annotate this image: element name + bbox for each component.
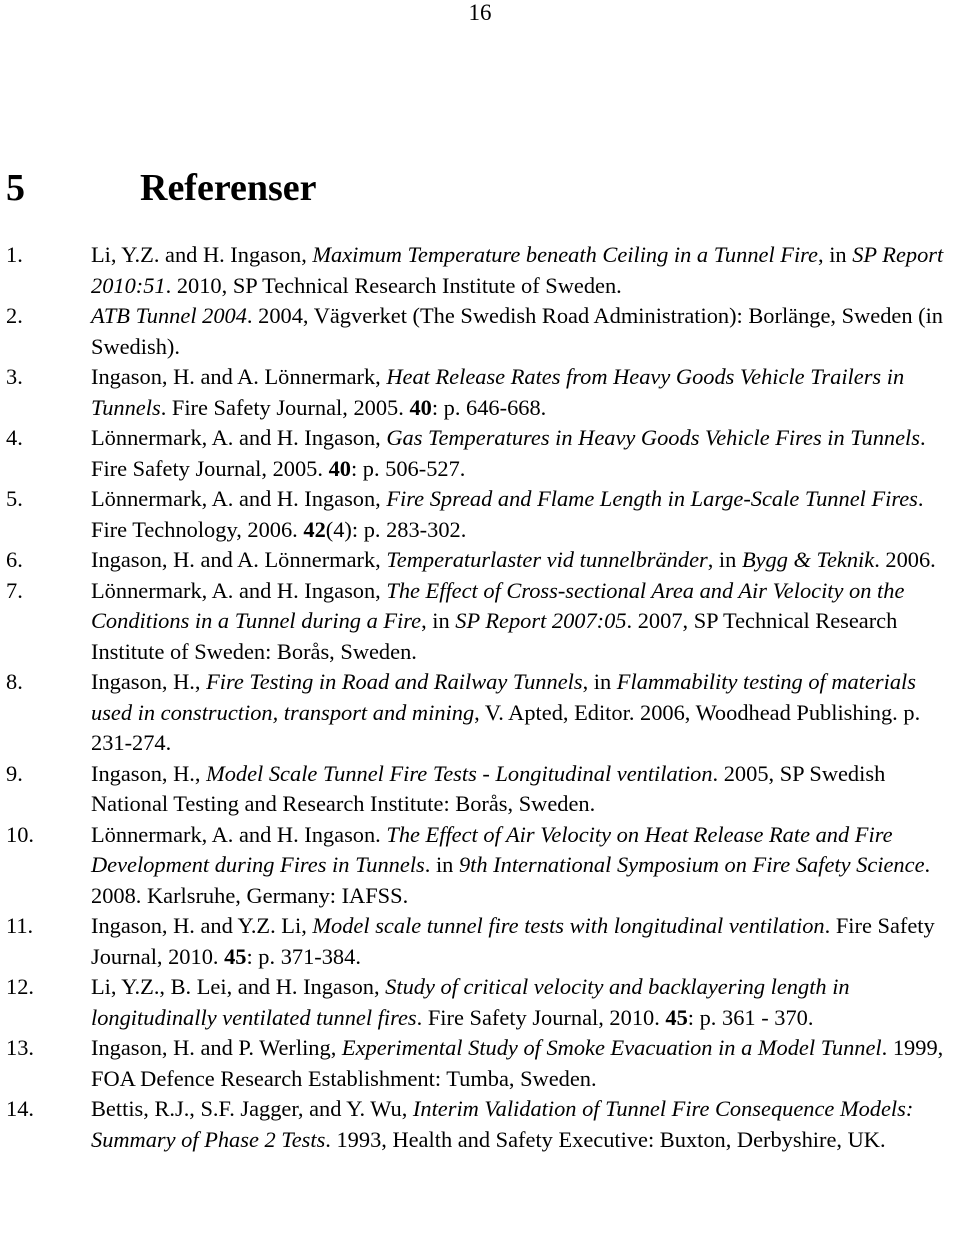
- reference-volume: 42: [303, 516, 326, 542]
- reference-text: . in: [424, 852, 459, 877]
- reference-list: [6, 240, 956, 1155]
- reference-item: [6, 576, 956, 668]
- page-number: 16: [468, 0, 492, 25]
- reference-title: Gas Temperatures in Heavy Goods Vehicle Fires in Tunnels: [386, 425, 920, 450]
- reference-item: [6, 911, 956, 972]
- reference-volume: 40: [328, 455, 351, 481]
- reference-volume: 40: [409, 394, 432, 420]
- reference-text: . 2005, SP Swedish National Testing and Research Institute: Borås, Sweden.: [91, 760, 886, 816]
- reference-item: [6, 820, 956, 912]
- reference-text: . Fire Safety Journal, 2005.: [160, 394, 410, 420]
- reference-text: Li, Y.Z. and H. Ingason,: [91, 242, 313, 267]
- reference-title: Model Scale Tunnel Fire Tests - Longitudinal ventilation: [206, 760, 713, 786]
- reference-item: [6, 972, 956, 1033]
- reference-title: Model scale tunnel fire tests with longitudinal ventilation: [312, 913, 825, 938]
- reference-text: Lönnermark, A. and H. Ingason,: [91, 577, 387, 603]
- reference-text: Lönnermark, A. and H. Ingason,: [91, 425, 387, 450]
- reference-text: Li, Y.Z., B. Lei, and H. Ingason,: [91, 974, 386, 999]
- reference-number: 2.: [6, 303, 23, 328]
- reference-number: 7.: [6, 577, 23, 603]
- reference-number: 4.: [6, 425, 23, 450]
- reference-number: 10.: [6, 821, 34, 847]
- reference-text: (4): p. 283-302.: [325, 516, 467, 542]
- reference-item: [6, 362, 956, 423]
- reference-text: Ingason, H.,: [91, 760, 207, 786]
- reference-title: ATB Tunnel 2004: [91, 303, 247, 328]
- reference-text: Ingason, H.,: [91, 669, 207, 694]
- reference-item: [6, 301, 956, 362]
- reference-title: Bygg & Teknik: [741, 547, 875, 572]
- reference-text: : p. 506-527.: [350, 455, 466, 481]
- reference-text: : p. 371-384.: [246, 943, 361, 969]
- reference-title: Temperaturlaster vid tunnelbränder: [386, 547, 708, 572]
- reference-title: SP Report 2007:05: [455, 608, 627, 633]
- reference-text: Ingason, H. and A. Lönnermark,: [91, 364, 387, 389]
- section-heading: [6, 166, 317, 210]
- reference-text: , V. Apted, Editor. 2006, Woodhead Publishing. p. 231-274.: [91, 699, 921, 755]
- reference-number: 6.: [6, 547, 23, 572]
- reference-item: [6, 484, 956, 545]
- reference-number: 1.: [6, 242, 23, 267]
- reference-number: 5.: [6, 486, 23, 511]
- reference-number: 12.: [6, 974, 34, 999]
- reference-title: Interim Validation of Tunnel Fire Consequence Models: Summary of Phase 2 Tests: [91, 1096, 914, 1152]
- reference-text: , in: [707, 547, 742, 572]
- reference-title: Experimental Study of Smoke Evacuation in a Model Tunnel: [341, 1035, 882, 1060]
- reference-item: [6, 1094, 956, 1155]
- reference-text: . 2008. Karlsruhe, Germany: IAFSS.: [91, 852, 931, 908]
- reference-text: Ingason, H. and Y.Z. Li,: [91, 913, 313, 938]
- reference-title: The Effect of Air Velocity on Heat Release Rate and Fire Development during Fires in Tunnels: [91, 821, 893, 877]
- reference-text: . 1999, FOA Defence Research Establishment: Tumba, Sweden.: [91, 1035, 944, 1091]
- reference-text: Lönnermark, A. and H. Ingason,: [91, 486, 387, 511]
- reference-title: Heat Release Rates from Heavy Goods Vehicle Trailers in Tunnels: [91, 364, 905, 420]
- reference-text: . 2004, Vägverket (The Swedish Road Administration): Borlänge, Sweden (in Swedish).: [91, 303, 943, 359]
- reference-title: The Effect of Cross-sectional Area and Air Velocity on the Conditions in a Tunnel during a Fire: [91, 577, 905, 633]
- section-number: 5: [6, 167, 25, 209]
- reference-text: . Fire Safety Journal, 2010.: [91, 913, 935, 969]
- reference-title: Maximum Temperature beneath Ceiling in a Tunnel Fire: [312, 242, 818, 267]
- reference-item: [6, 1033, 956, 1094]
- reference-text: Lönnermark, A. and H. Ingason.: [91, 821, 387, 847]
- reference-number: 8.: [6, 669, 23, 694]
- reference-title: 9th International Symposium on Fire Safety Science: [458, 852, 925, 877]
- reference-text: , in: [421, 608, 456, 633]
- reference-number: 9.: [6, 760, 23, 786]
- reference-title: SP Report 2010:51: [91, 242, 944, 298]
- reference-text: . 2006.: [874, 547, 936, 572]
- reference-number: 13.: [6, 1035, 34, 1060]
- reference-text: : p. 646-668.: [431, 394, 547, 420]
- reference-title: Flammability testing of materials used in construction, transport and mining: [91, 669, 916, 725]
- section-title: Referenser: [140, 167, 317, 209]
- reference-number: 11.: [6, 913, 34, 938]
- reference-item: [6, 240, 956, 301]
- reference-text: . 2007, SP Technical Research Institute of Sweden: Borås, Sweden.: [91, 608, 898, 664]
- reference-title: Fire Spread and Flame Length in Large-Scale Tunnel Fires: [386, 486, 918, 511]
- reference-text: Ingason, H. and P. Werling,: [91, 1035, 342, 1060]
- reference-number: 14.: [6, 1096, 34, 1121]
- reference-text: . 2010, SP Technical Research Institute of Sweden.: [165, 272, 622, 298]
- reference-text: Bettis, R.J., S.F. Jagger, and Y. Wu,: [91, 1096, 413, 1121]
- reference-volume: 45: [665, 1004, 688, 1030]
- reference-volume: 45: [224, 943, 247, 969]
- reference-text: , in: [582, 669, 617, 694]
- reference-item: [6, 759, 956, 820]
- reference-text: : p. 361 - 370.: [687, 1004, 814, 1030]
- reference-text: . Fire Safety Journal, 2010.: [416, 1004, 666, 1030]
- reference-text: . Fire Technology, 2006.: [91, 486, 924, 542]
- reference-text: . 1993, Health and Safety Executive: Buxton, Derbyshire, UK.: [325, 1126, 886, 1152]
- reference-item: [6, 545, 956, 576]
- reference-title: Study of critical velocity and backlayering length in longitudinally ventilated tunnel fires: [91, 974, 850, 1030]
- reference-number: 3.: [6, 364, 23, 389]
- reference-item: [6, 423, 956, 484]
- reference-text: . Fire Safety Journal, 2005.: [91, 425, 926, 481]
- reference-text: , in: [818, 242, 853, 267]
- reference-item: [6, 667, 956, 759]
- reference-title: Fire Testing in Road and Railway Tunnels: [206, 669, 583, 694]
- reference-text: Ingason, H. and A. Lönnermark,: [91, 547, 387, 572]
